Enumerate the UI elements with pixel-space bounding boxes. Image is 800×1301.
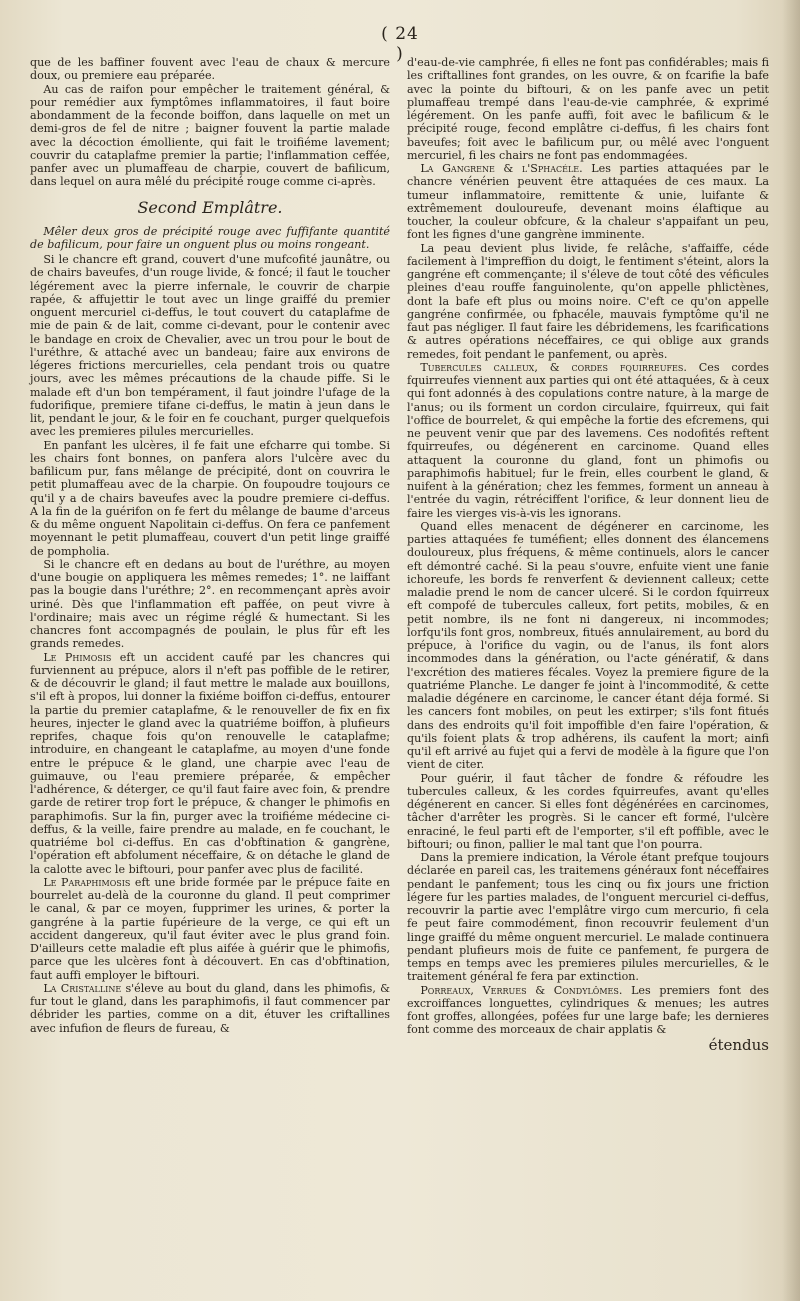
paragraph bbox=[30, 982, 390, 1035]
paragraph: En panfant les ulcères, il fe fait une efcharre qui tombe. Si les chairs font bonnes, on panfera alors l'ulcère avec du bafilicum pur, fans mêlange de précipité, dont on couvrira le petit plumaffeau avec de la charpie. On foupoudre toujours ce qu'il y a de chairs baveufes avec la poudre premiere ci-deffus. A la fin de la guérifon on fe fert du mêlange de baume d'arceus & du même onguent Napolitain ci-deffus. On fera ce panfement moyennant le petit plumaffeau, couvert d'un petit linge graiffé de pompholia. bbox=[30, 438, 390, 558]
paragraph-text: s'éleve au bout du gland, dans les phimofis, & fur tout le gland, dans les paraphimofis, il faut commencer par débrider les parties, comme on a dit, étuver les criftallines avec infufion de fleurs de fureau, & bbox=[30, 981, 390, 1035]
run-in-heading: Porreaux, Verrues & Condylômes. bbox=[420, 983, 623, 997]
paragraph bbox=[407, 361, 769, 520]
paragraph: Si le chancre eft grand, couvert d'une mufcofité jaunâtre, ou de chairs baveufes, d'un rouge livide, & foncé; il faut le toucher légérement avec la pierre infernale, le couvrir de charpie rapée, & affujettir le tout avec un linge graiffé du premier onguent mercuriel ci-deffus, le tout couvert du cataplafme de mie de pain & de lait, comme ci-devant, pour le contenir avec le bandage en croix de Chevalier, avec un trou pour le bout de l'uréthre, & attaché avec un bandeau; faire aux environs de légeres frictions mercurielles, cela pendant trois ou quatre jours, avec les mêmes précautions de la chaude piffe. Si le malade eft d'un bon tempérament, il faut joindre l'ufage de la fudorifique, premiere tifane ci-deffus, le matin à jeun dans le lit, pendant le jour, & le foir en fe couchant, purger quelquefois avec les premieres pilules mercurielles. bbox=[30, 253, 390, 439]
section-heading: Second Emplâtre. bbox=[137, 197, 283, 217]
page-edge-shadow bbox=[782, 0, 800, 1301]
run-in-heading: La Gangrene & l'Sphacéle. bbox=[420, 162, 583, 175]
paragraph: Dans la premiere indication, la Vérole étant prefque toujours déclarée en pareil cas, les traitemens généraux font néceffaires pendant le panfement; tous les cinq ou fix jours une friction légere fur les parties malades, de l'onguent mercuriel ci-deffus, recouvrir la partie avec l'emplâtre virgo cum mercurio, fi cela fe peut faire commodément, finon recouvrir feulement d'un linge graiffé du même onguent mercuriel. Le malade continuera pendant plufieurs mois de fuite ce panfement, fe purgera de temps en temps avec les premieres pilules mercurielles, & le traitement général fe fera par extinction. bbox=[407, 851, 769, 984]
paragraph bbox=[407, 162, 769, 242]
run-in-heading: Le Paraphimosis bbox=[43, 875, 131, 889]
paragraph: d'eau-de-vie camphrée, fi elles ne font pas confidérables; mais fi les criftallines font grandes, on les ouvre, & on fcarifie la bafe avec la pointe du biftouri, & on les panfe avec un petit plumaffeau trempé dans l'eau-de-vie camphrée, & exprimé légérement. On les panfe auffi, foit avec le bafilicum & le précipité rouge, fecond emplâtre ci-deffus, fi les chairs font baveufes; foit avec le bafilicum pur, ou mêlé avec l'onguent mercuriel, fi les chairs ne font pas endommagées. bbox=[407, 56, 769, 162]
paragraph: Au cas de raifon pour empêcher le traitement général, & pour remédier aux fymptômes inflammatoires, il faut boire abondamment de la feconde boiffon, dans laquelle on met un demi-gros de fel de nitre ; baigner fouvent la partie malade avec la décoction émolliente, qui fait le troifiéme lavement; couvrir du cataplafme premier la partie; l'inflammation ceffée, panfer avec un plumaffeau de charpie, couvert de bafilicum, dans lequel on aura mêlé du précipité rouge comme ci-après. bbox=[30, 82, 390, 189]
paragraph: que de les baffiner fouvent avec l'eau de chaux & mercure doux, ou premiere eau préparée. bbox=[30, 56, 390, 83]
paragraph-text: Ces cordes fquirreufes viennent aux parties qui ont été attaquées, & à ceux qui font adonnés à des copulations contre nature, à la marge de l'anus; ou ils forment un cordon circulaire, fquirreux, qui fait l'office de bourrelet, & qui empêche la fortie des efcremens, qui ne peuvent venir que par des lavemens. Ces nodofités reftent fquirreufes, ou dégénerent en carcinome. Quand elles attaquent la couronne du gland, font un phimofis ou paraphimofis habituel; fur le frein, elles courbent le gland, & nuifent à la génération; chez les femmes, forment un anneau à l'entrée du vagin, rétréciffent l'orifice, & leur donnent lieu de faire les vierges vis-à-vis les ignorans. bbox=[407, 360, 769, 520]
left-column bbox=[30, 56, 390, 1035]
paragraph: Quand elles menacent de dégénerer en carcinome, les parties attaquées fe tuméfient; elles donnent des élancemens douloureux, plus fréquens, & même continuels, alors le cancer eft démontré caché. Si la peau s'ouvre, enfuite vient une fanie ichoreufe, les bords fe renverfent & deviennent calleux; cette maladie prend le nom de cancer ulceré. Si le cordon fquirreux eft compofé de tubercules calleux, fort petits, mobiles, & en petit nombre, ils ne font ni dangereux, ni incommodes; lorfqu'ils font gros, nombreux, fitués annulairement, au bord du prépuce, à l'orifice du vagin, ou de l'anus, ils font alors incommodes dans la génération, ou l'acte génératif, & dans l'excrétion des matieres fécales. Voyez la premiere figure de la quatriéme Planche. Le danger fe joint à l'incommodité, & cette maladie dégénere en carcinome, le cancer étant déja formé. Si les cancers font mobiles, on peut les extirper; s'ils font fitués dans des endroits qu'il foit impoffible d'en faire l'opération, & qu'ils foient plats & trop adhérens, ils caufent la mort; ainfi qu'il eft arrivé au fujet qui a fervi de modèle à la figure que l'on vient de citer. bbox=[407, 519, 769, 772]
run-in-heading: Le Phimosis bbox=[43, 650, 112, 664]
catchword: étendus bbox=[708, 1035, 769, 1054]
paragraph-text: eft une bride formée par le prépuce faite en bourrelet au-delà de la couronne du gland. Il peut comprimer le canal, & par ce moyen, fupprimer les urines, & porter la gangréne à la partie fupérieure de la verge, ce qui eft un accident dangereux, qu'il faut éviter avec le plus grand foin. D'ailleurs cette maladie eft plus aifée à guérir que le phimofis, parce que les ulcères font à découvert. En cas d'obftination, faut auffi employer le biftouri. bbox=[30, 875, 391, 982]
paragraph-text: eft un accident caufé par les chancres qui furviennent au prépuce, alors il n'eft pas poffible de le retirer, & de découvrir le gland; il faut mettre le malade aux bouillons, s'il eft à propos, lui donner la fixiéme boiffon ci-deffus, entourer la partie du premier cataplafme, & le renouveller de fix en fix heures, injecter le gland avec la quatriéme boiffon, à plufieurs reprifes, chaque fois qu'on renouvelle le cataplafme; introduire, en changeant le cataplafme, au moyen d'une fonde entre le prépuce & le gland, une charpie avec l'eau de guimauve, ou l'eau premiere préparée, & empêcher l'adhérence, & déterger, ce qu'il faut faire avec foin, & prendre garde de retirer trop fort le prépuce, & changer le phimofis en paraphimofis. Sur la fin, purger avec la troifiéme médecine ci-deffus, & la veille, faire prendre au malade, en fe couchant, le quatriéme bol ci-deffus. En cas d'obftination & gangrène, l'opération eft abfolument néceffaire, & on détache le gland de la calotte avec le biftouri, pour panfer avec plus de facilité. bbox=[30, 650, 390, 876]
run-in-heading: La Cristalline bbox=[43, 981, 122, 995]
right-column bbox=[407, 56, 769, 1052]
paragraph-text: Les parties attaquées par le chancre vénérien peuvent être attaquées de ces maux. La tumeur inflammatoire, remittente & unie, luifante & extrêmement douloureufe, devenant moins élaftique au toucher, la couleur obfcure, & la chaleur s'appaifant un peu, font les fignes d'une gangrène imminente. bbox=[407, 162, 769, 242]
paragraph: La peau devient plus livide, fe relâche, s'affaiffe, céde facilement à l'impreffion du doigt, le fentiment s'éteint, alors la gangréne eft commençante; il s'éleve de tout côté des véficules pleines d'eau rouffe fanguinolente, qu'on appelle phlictènes, dont la bafe eft plus ou moins noire. C'eft ce qu'on appelle gangréne confirmée, ou fphacéle, mauvais fymptôme qu'il ne faut pas négliger. Il faut faire les débridemens, les fcarifications & autres opérations néceffaires, ce qui oblige aux grands remedes, foit pendant le panfement, ou après. bbox=[407, 241, 769, 361]
paragraph bbox=[30, 651, 390, 876]
page-number: ( 24 ) bbox=[381, 24, 419, 64]
paragraph: Si le chancre eft en dedans au bout de l'uréthre, au moyen d'une bougie on appliquera les mêmes remedes; 1°. ne laiffant pas la bougie dans l'uréthre; 2°. en recommençant après avoir uriné. Dès que l'inflammation eft paffée, on peut vivre à l'ordinaire; mais avec un régime réglé & humectant. Si les chancres font accompagnés de poulain, le plus fûr eft les grands remedes. bbox=[30, 557, 390, 651]
run-in-heading: Tubercules calleux, & cordes fquirreufes. bbox=[420, 360, 687, 374]
recipe-paragraph: Mêler deux gros de précipité rouge avec fuffifante quantité de bafilicum, pour faire un onguent plus ou moins rongeant. bbox=[30, 224, 390, 251]
paragraph: Pour guérir, il faut tâcher de fondre & réfoudre les tubercules calleux, & les cordes fquirreufes, avant qu'elles dégénerent en cancer. Si elles font dégénérées en carcinomes, tâcher d'arrêter les progrès. Si le cancer eft formé, l'ulcère enraciné, le feul parti eft de l'emporter, s'il eft poffible, avec le biftouri; ou finon, pallier le mal tant que l'on pourra. bbox=[407, 771, 769, 851]
paragraph-text: Les premiers font des excroiffances longuettes, cylindriques & menues; les autres font groffes, allongées, pofées fur une large bafe; les dernieres font comme des morceaux de chair applatis & bbox=[407, 983, 769, 1037]
paragraph bbox=[30, 876, 390, 982]
paragraph bbox=[407, 984, 769, 1037]
